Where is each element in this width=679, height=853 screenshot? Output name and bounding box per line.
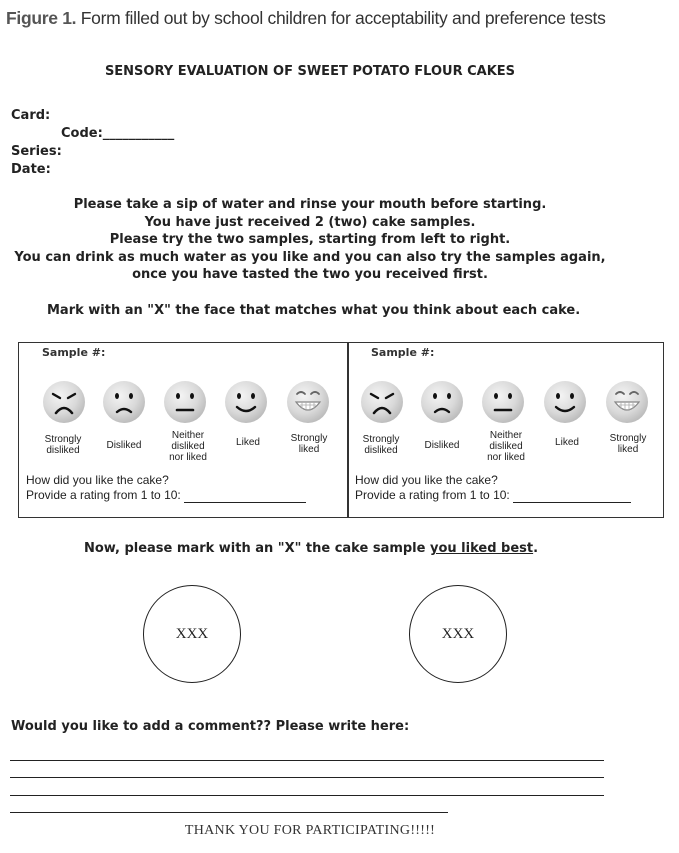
- strongly-disliked-face-icon[interactable]: [42, 380, 86, 424]
- rating-input[interactable]: [513, 491, 631, 503]
- comment-line[interactable]: [10, 777, 604, 778]
- face-label: Strongly disliked: [362, 434, 400, 456]
- rating-input[interactable]: [184, 491, 306, 503]
- preference-instruction: Now, please mark with an "X" the cake sample you liked best.: [84, 541, 539, 556]
- sample-choice-circle[interactable]: XXX: [143, 585, 241, 683]
- card-field-label: Card:: [11, 108, 51, 123]
- comment-line[interactable]: [10, 760, 604, 761]
- instruction-line: once you have tasted the two you received first.: [132, 267, 488, 282]
- comment-line[interactable]: [10, 795, 604, 796]
- rating-question: How did you like the cake? Provide a rating from 1 to 10:: [355, 473, 631, 503]
- neutral-face-icon[interactable]: [481, 380, 525, 424]
- comment-line[interactable]: [10, 812, 448, 813]
- face-label: Strongly liked: [290, 433, 328, 455]
- face-label: Neither disliked nor liked: [169, 430, 207, 463]
- code-field-label: Code:___________: [61, 126, 175, 141]
- strongly-liked-face-icon[interactable]: [605, 380, 649, 424]
- figure-caption: [6, 8, 606, 29]
- mark-instruction: Mark with an "X" the face that matches what you think about each cake.: [47, 303, 581, 318]
- face-label: Strongly liked: [609, 433, 647, 455]
- date-field-label: Date:: [11, 162, 51, 177]
- rating-question: How did you like the cake? Provide a rating from 1 to 10:: [26, 473, 306, 503]
- strongly-disliked-face-icon[interactable]: [360, 380, 404, 424]
- face-label: Disliked: [424, 440, 460, 451]
- instruction-line: Please try the two samples, starting from left to right.: [109, 232, 511, 247]
- face-label: Liked: [555, 437, 579, 448]
- thank-you-message: THANK YOU FOR PARTICIPATING!!!!!: [184, 823, 436, 838]
- instructions: [0, 196, 620, 284]
- instruction-line: You have just received 2 (two) cake samples.: [144, 214, 476, 230]
- face-label: Disliked: [106, 440, 142, 451]
- sample-number-label: Sample #:: [42, 346, 106, 359]
- form-title: SENSORY EVALUATION OF SWEET POTATO FLOUR CAKES: [104, 64, 516, 79]
- neutral-face-icon[interactable]: [163, 380, 207, 424]
- comment-prompt: Would you like to add a comment?? Please write here:: [11, 719, 410, 734]
- sample-choice-circle[interactable]: XXX: [409, 585, 507, 683]
- preference-emphasis: you liked best: [430, 541, 534, 556]
- disliked-face-icon[interactable]: [420, 380, 464, 424]
- instruction-line: Please take a sip of water and rinse your mouth before starting.: [73, 197, 547, 212]
- face-label: Neither disliked nor liked: [487, 430, 525, 463]
- instruction-line: You can drink as much water as you like and you can also try the samples again,: [14, 249, 606, 265]
- figure-label: Figure 1.: [6, 8, 77, 28]
- face-label: Liked: [236, 437, 260, 448]
- figure-caption-text: Form filled out by school children for acceptability and preference tests: [76, 8, 606, 28]
- liked-face-icon[interactable]: [224, 380, 268, 424]
- liked-face-icon[interactable]: [543, 380, 587, 424]
- face-label: Strongly disliked: [44, 434, 82, 456]
- evaluation-divider: [347, 343, 349, 517]
- sample-number-label: Sample #:: [371, 346, 435, 359]
- series-field-label: Series:: [11, 144, 62, 159]
- disliked-face-icon[interactable]: [102, 380, 146, 424]
- strongly-liked-face-icon[interactable]: [286, 380, 330, 424]
